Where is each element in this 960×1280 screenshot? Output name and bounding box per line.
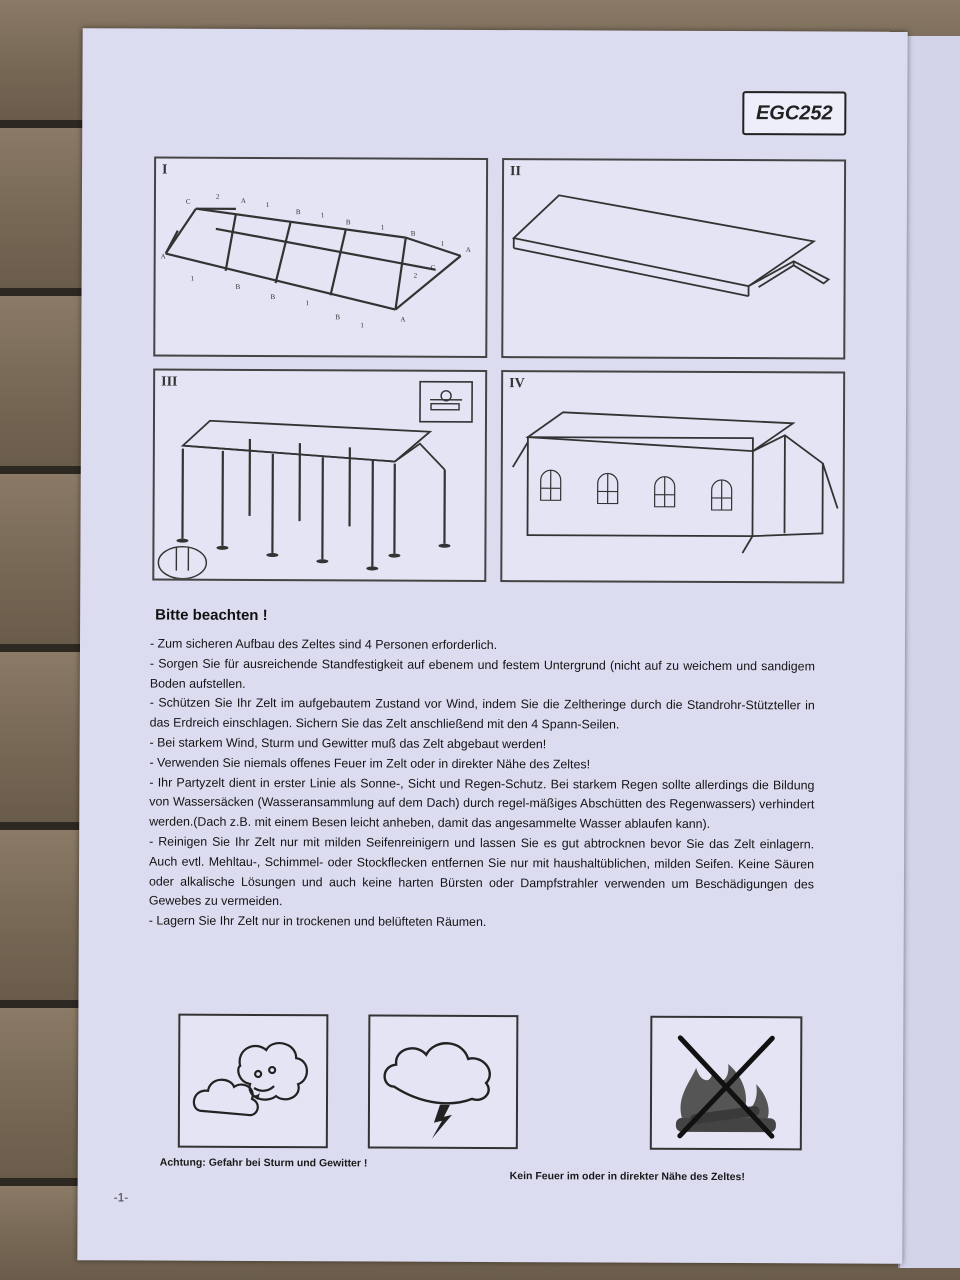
- step-1-panel: [153, 157, 488, 358]
- svg-text:1: 1: [265, 201, 270, 210]
- step-2-label: II: [510, 164, 522, 180]
- notice-heading: Bitte beachten !: [155, 606, 268, 625]
- tent-diagram: [502, 372, 843, 581]
- notice-paragraph: - Lagern Sie Ihr Zelt nur in trockenen und belüfteten Räumen.: [148, 913, 487, 930]
- notice-paragraph: - Zum sicheren Aufbau des Zeltes sind 4 Personen erforderlich.: [149, 636, 498, 653]
- notice-paragraph: - Schützen Sie Ihr Zelt im aufgebautem Zustand vor Wind, indem Sie die Zeltheringe durch die Standrohr-Stützteller in das Erdreich einschlagen. Sichern Sie das Zelt anschließend mit den 4 Spann-Seilen.: [149, 695, 815, 732]
- roof-diagram: [503, 160, 844, 357]
- no-fire-icon: [650, 1016, 803, 1151]
- svg-text:1: 1: [440, 239, 445, 248]
- svg-text:A: A: [160, 252, 166, 261]
- svg-text:B: B: [235, 282, 241, 291]
- manual-page: [77, 28, 907, 1264]
- svg-text:A: A: [240, 196, 247, 205]
- model-number: EGC252: [742, 91, 846, 135]
- notice-paragraph: - Sorgen Sie für ausreichende Standfestigkeit auf ebenem und festem Untergrund (nicht auf zu weichem und sandigem Boden aufstellen.: [149, 656, 815, 691]
- wind-warning-icon: [178, 1014, 329, 1149]
- svg-text:1: 1: [305, 299, 310, 308]
- frame-diagram: [155, 159, 486, 356]
- fire-caption: Kein Feuer im oder in direkter Nähe des Zeltes!: [509, 1170, 745, 1184]
- svg-text:B: B: [335, 313, 341, 322]
- svg-text:1: 1: [360, 321, 364, 330]
- notice-paragraph: - Ihr Partyzelt dient in erster Linie als Sonne-, Sicht und Regen-Schutz. Bei starkem Regen sollte allerdings die Bildung von Wassersäcken (Wasseransammlung auf dem Dach) durch regel-mäßiges Abschütten des Regenwassers) verhindert werden.(Dach z.B. mit einem Besen leicht anheben, damit das angesammelte Wasser ablaufen kann).: [149, 775, 815, 832]
- svg-text:B: B: [410, 229, 416, 238]
- svg-text:1: 1: [320, 211, 325, 220]
- step-3-label: III: [161, 374, 178, 390]
- svg-text:2: 2: [413, 271, 418, 280]
- next-page-edge: [898, 36, 960, 1268]
- step-3-panel: [152, 369, 487, 582]
- step-1-label: I: [162, 162, 168, 178]
- svg-text:1: 1: [190, 274, 195, 283]
- step-2-panel: [501, 158, 846, 359]
- notice-text: [149, 635, 815, 935]
- svg-text:C: C: [430, 263, 436, 272]
- storm-caption: Achtung: Gefahr bei Sturm und Gewitter !: [159, 1156, 368, 1170]
- svg-text:2: 2: [215, 192, 220, 201]
- svg-text:B: B: [270, 293, 276, 302]
- step-4-label: IV: [509, 376, 525, 392]
- svg-text:C: C: [185, 197, 191, 206]
- notice-paragraph: - Verwenden Sie niemals offenes Feuer im Zelt oder in direkter Nähe des Zeltes!: [149, 755, 591, 772]
- svg-text:A: A: [465, 245, 471, 254]
- legs-diagram: [154, 371, 485, 580]
- thunderstorm-icon: [368, 1014, 519, 1149]
- notice-paragraph: - Bei starkem Wind, Sturm und Gewitter muß das Zelt abgebaut werden!: [149, 735, 547, 752]
- notice-paragraph: - Reinigen Sie Ihr Zelt nur mit milden Seifenreinigern und lassen Sie es gut abtrocknen bevor Sie das Zelt einlagern. Auch evtl. Mehltau-, Schimmel- oder Stockflecken entfernen Sie nur mit haushaltüblichen, milden Seifen. Keine Säuren oder alkalische Lösungen und auch keine harten Bürsten oder Dampfstrahler verwenden um Beschädigungen des Gewebes zu vermeiden.: [148, 834, 815, 909]
- svg-text:B: B: [295, 208, 301, 217]
- svg-text:1: 1: [380, 223, 385, 232]
- page-number: -1-: [113, 1190, 129, 1205]
- step-4-panel: [500, 370, 845, 583]
- svg-text:B: B: [345, 218, 351, 227]
- svg-text:A: A: [400, 315, 406, 324]
